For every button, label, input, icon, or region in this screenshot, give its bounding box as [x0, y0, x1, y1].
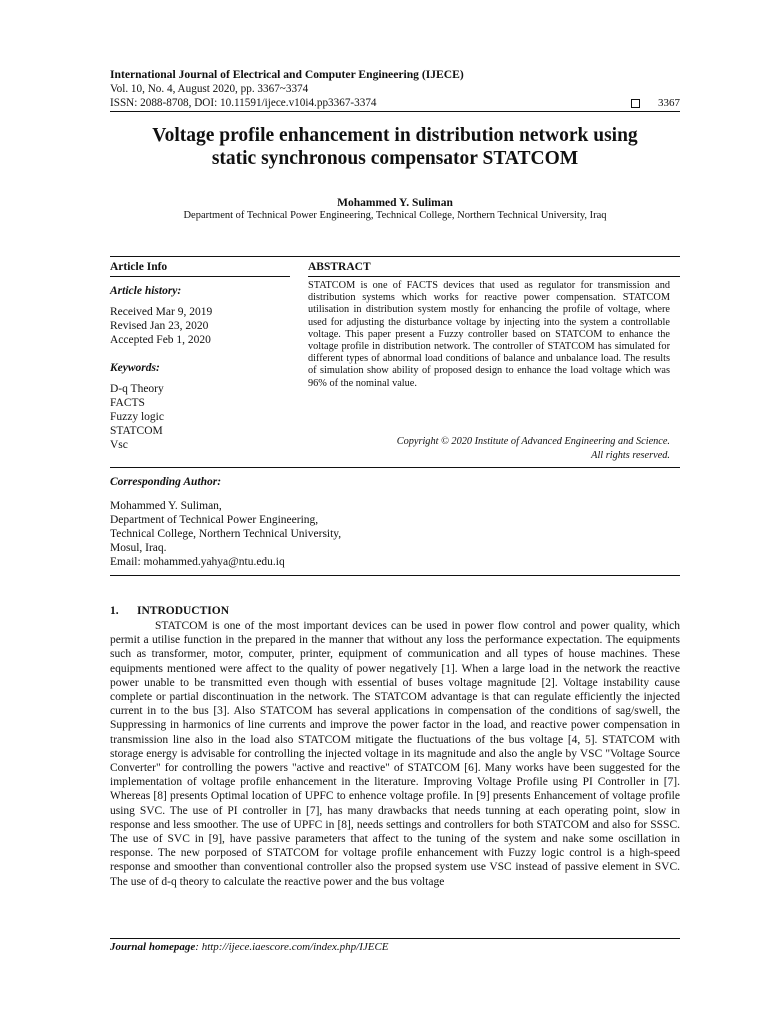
header-rule	[110, 111, 680, 112]
article-info	[110, 284, 290, 452]
keyword: STATCOM	[110, 425, 163, 437]
issn-line: ISSN: 2088-8708, DOI: 10.11591/ijece.v10i4.pp3367-3374	[110, 97, 377, 109]
corresponding-top-rule	[110, 467, 680, 468]
square-icon	[631, 99, 640, 108]
corresponding-line: Mohammed Y. Suliman,	[110, 500, 222, 512]
corresponding-email: Email: mohammed.yahya@ntu.edu.iq	[110, 556, 285, 568]
section-title: INTRODUCTION	[137, 605, 230, 617]
corresponding-line: Technical College, Northern Technical University,	[110, 528, 342, 540]
corresponding-author-label: Corresponding Author:	[110, 476, 222, 488]
volume-line: Vol. 10, No. 4, August 2020, pp. 3367~3374	[110, 83, 309, 95]
keyword: D-q Theory	[110, 383, 164, 395]
copyright-line-1: Copyright © 2020 Institute of Advanced Engineering and Science.	[396, 436, 670, 447]
introduction-text: STATCOM is one of the most important devices can be used in power flow control and power quality, which permit a utilise function in the prepared in the manner that without any loss the performance expectation. The equipments such as transformer, motor, computer, printer, equipment of communication and all types of house machines. These equipments mentioned were affect to the quality of power negatively [1]. When a large load in the network the reactive power unable to be transmitted even though with essential of buses voltage magnitude [2]. Voltage instability cause complete or partial discontinuation in the network. The STATCOM advantage is that can regulate efficiently the injected current in to the bus [3]. Also STATCOM has several applications in compensation of the conditions of sag/swell, the Suppressing in harmonics of line currents and improve the power factor in the load, and reactive power compensation in transmission line also in the load also STATCOM mitigate the fluctuations of the bus voltage [4, 5]. STATCOM with storage energy is advisable for controlling the injected voltage in its magnitude and also the angle by VSC "Voltage Source Converter" for controlling the powers "active and reactive" of STATCOM [6]. Many works have been suggested for the implementation of voltage profile enhancement in the literature. Improving Voltage Profile using PI Controller in [7]. Whereas [8] presents Optimal location of UPFC to enhence voltage profile. In [9] presents Enhancement of voltage profile using SVC. The use of PI controller in [7], has many drawbacks that needs tunning at each operating point, slow in response and less smoother. The use of UPFC in [8], needs settings and controllers for both STATCOM and also for SSSC. The use of SVC in [9], have passive parameters that affect to the tuning of the system and nake some oscillation in response. The new porposed of STATCOM for voltage profile enhancement with Fuzzy logic control is a high-speed response and smoother than conventional controller also the propsed system use VSC instead of passive element in SVC. The use of d-q theory to calculate the reactive power and the bus voltage	[110, 620, 680, 888]
paper-title	[110, 124, 680, 170]
corresponding-bottom-rule	[110, 575, 680, 576]
article-history	[110, 305, 290, 347]
journal-header	[110, 68, 680, 110]
journal-name: International Journal of Electrical and Computer Engineering (IJECE)	[110, 68, 464, 81]
keyword: Vsc	[110, 439, 128, 451]
title-line-1: Voltage profile enhancement in distribution network using	[152, 125, 638, 146]
article-info-heading: Article Info	[110, 261, 168, 273]
history-label: Article history:	[110, 285, 182, 297]
corresponding-author	[110, 499, 510, 569]
section-heading	[110, 605, 229, 617]
received-date: Received Mar 9, 2019	[110, 306, 213, 318]
keyword: FACTS	[110, 397, 145, 409]
corresponding-line: Mosul, Iraq.	[110, 542, 167, 554]
keywords-list	[110, 382, 290, 452]
corresponding-line: Department of Technical Power Engineering,	[110, 514, 319, 526]
info-top-rule	[110, 256, 680, 257]
page-number: 3367	[658, 97, 680, 109]
keywords-label: Keywords:	[110, 362, 160, 374]
revised-date: Revised Jan 23, 2020	[110, 320, 209, 332]
copyright-line-2: All rights reserved.	[591, 450, 670, 461]
journal-homepage-link[interactable]: http://ijece.iaescore.com/index.php/IJECE	[201, 941, 389, 953]
author-name: Mohammed Y. Suliman	[337, 197, 453, 209]
keyword: Fuzzy logic	[110, 411, 164, 423]
footer-rule	[110, 938, 680, 939]
author-affiliation: Department of Technical Power Engineering, Technical College, Northern Technical University, Iraq	[183, 210, 607, 221]
abstract-heading: ABSTRACT	[308, 261, 371, 273]
section-number: 1.	[110, 605, 119, 617]
title-line-2: static synchronous compensator STATCOM	[211, 148, 579, 169]
accepted-date: Accepted Feb 1, 2020	[110, 334, 211, 346]
info-left-rule	[110, 276, 290, 277]
copyright	[308, 435, 670, 463]
page-number-box	[631, 96, 680, 110]
footer-label: Journal homepage	[110, 941, 196, 953]
abstract-rule	[308, 276, 680, 277]
journal-footer: Journal homepage: http://ijece.iaescore.com/index.php/IJECE	[110, 941, 389, 953]
abstract-text: STATCOM is one of FACTS devices that used as regulator for transmission and distribution systems which works for reactive power compensation. STATCOM utilisation in distribution system mostly for enhancing the profile of voltage, where used for adjusting the disturbance voltage by injecting into the system a controllable voltage. This paper present a Fuzzy controller based on STATCOM to enhance the voltage profile in distribution network. The controller of STATCOM has simulated for different types of abnormal load conditions of balance and unbalance load. The results of simulation show ability of proposed design to enhance the load voltage which was 96% of the nominal value.	[308, 280, 670, 389]
